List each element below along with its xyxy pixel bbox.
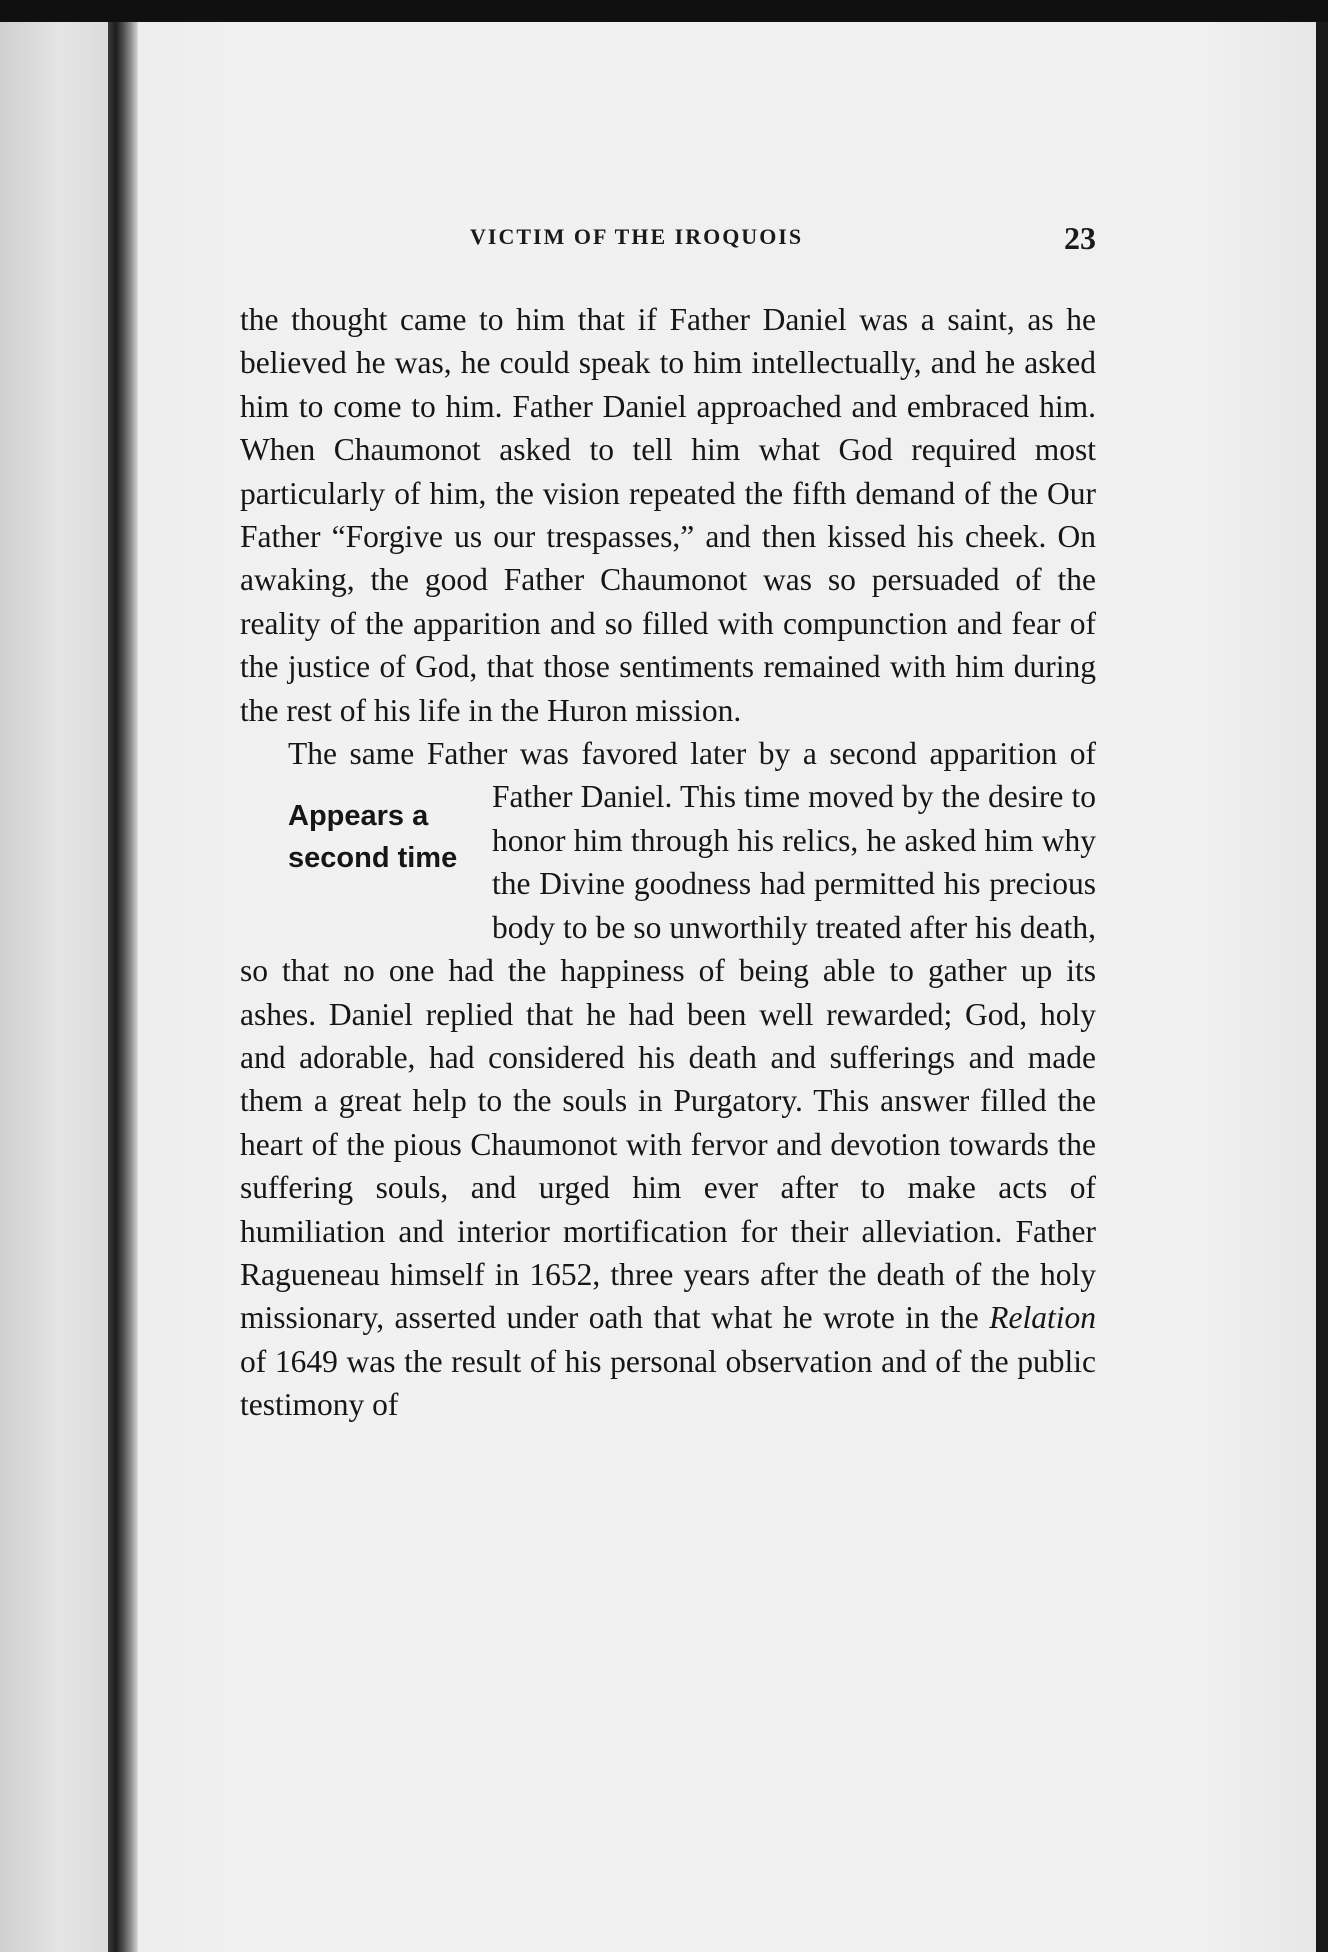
sidenote-line-1: Appears a [288, 800, 429, 833]
page-number: 23 [1064, 220, 1096, 256]
paragraph-2-part-3: of 1649 was the result of his personal observation and of the public testimony of [240, 1343, 1096, 1423]
paragraph-2-part-2: the desire to honor him through his relics, he asked him why the Divine goodness had permitted his precious body to be so unworthily treated after his death, so that no one had the happiness of being able to gather up its ashes. Daniel replied that he had been well rewarded; God, holy and adorable, had considered his death and sufferings and made them a great help to the souls in Purgatory. This answer filled the heart of the pious Chaumonot with fervor and devotion towards the suffering souls, and urged him ever after to make acts of humiliation and interior mortification for their alleviation. Father Ragueneau himself in 1652, three years after the death of the holy missionary, asserted under oath that what he wrote in the [240, 779, 1096, 1336]
facing-page-edge [0, 22, 108, 1952]
paragraph-2-part-1: The same Father was favored later by a second apparition of Father Daniel. This time moved by [288, 736, 1096, 815]
relation-italic: Relation [989, 1300, 1097, 1336]
paragraph-1: the thought came to him that if Father Daniel was a saint, as he believed he was, he could speak to him intellectually, and he asked him to come to him. Father Daniel approached and embraced him. When Chaumonot asked to tell him what God required most particularly of him, the vision repeated the fifth demand of the Our Father “Forgive us our trespasses,” and then kissed his cheek. On awaking, the good Father Chaumonot was so persuaded of the reality of the apparition and so filled with compunction and fear of the justice of God, that those sentiments remained with him during the rest of his life in the Huron mission. [240, 302, 1096, 728]
page-header [240, 220, 1096, 264]
book-spine-shadow [108, 22, 138, 1952]
paragraph-2 [240, 732, 1096, 1427]
margin-sidenote [240, 779, 470, 909]
running-head: VICTIM OF THE IROQUOIS [470, 224, 804, 249]
body-text [240, 298, 1096, 1427]
scan-border [1316, 22, 1328, 1952]
sidenote-line-2: second time [288, 842, 458, 875]
